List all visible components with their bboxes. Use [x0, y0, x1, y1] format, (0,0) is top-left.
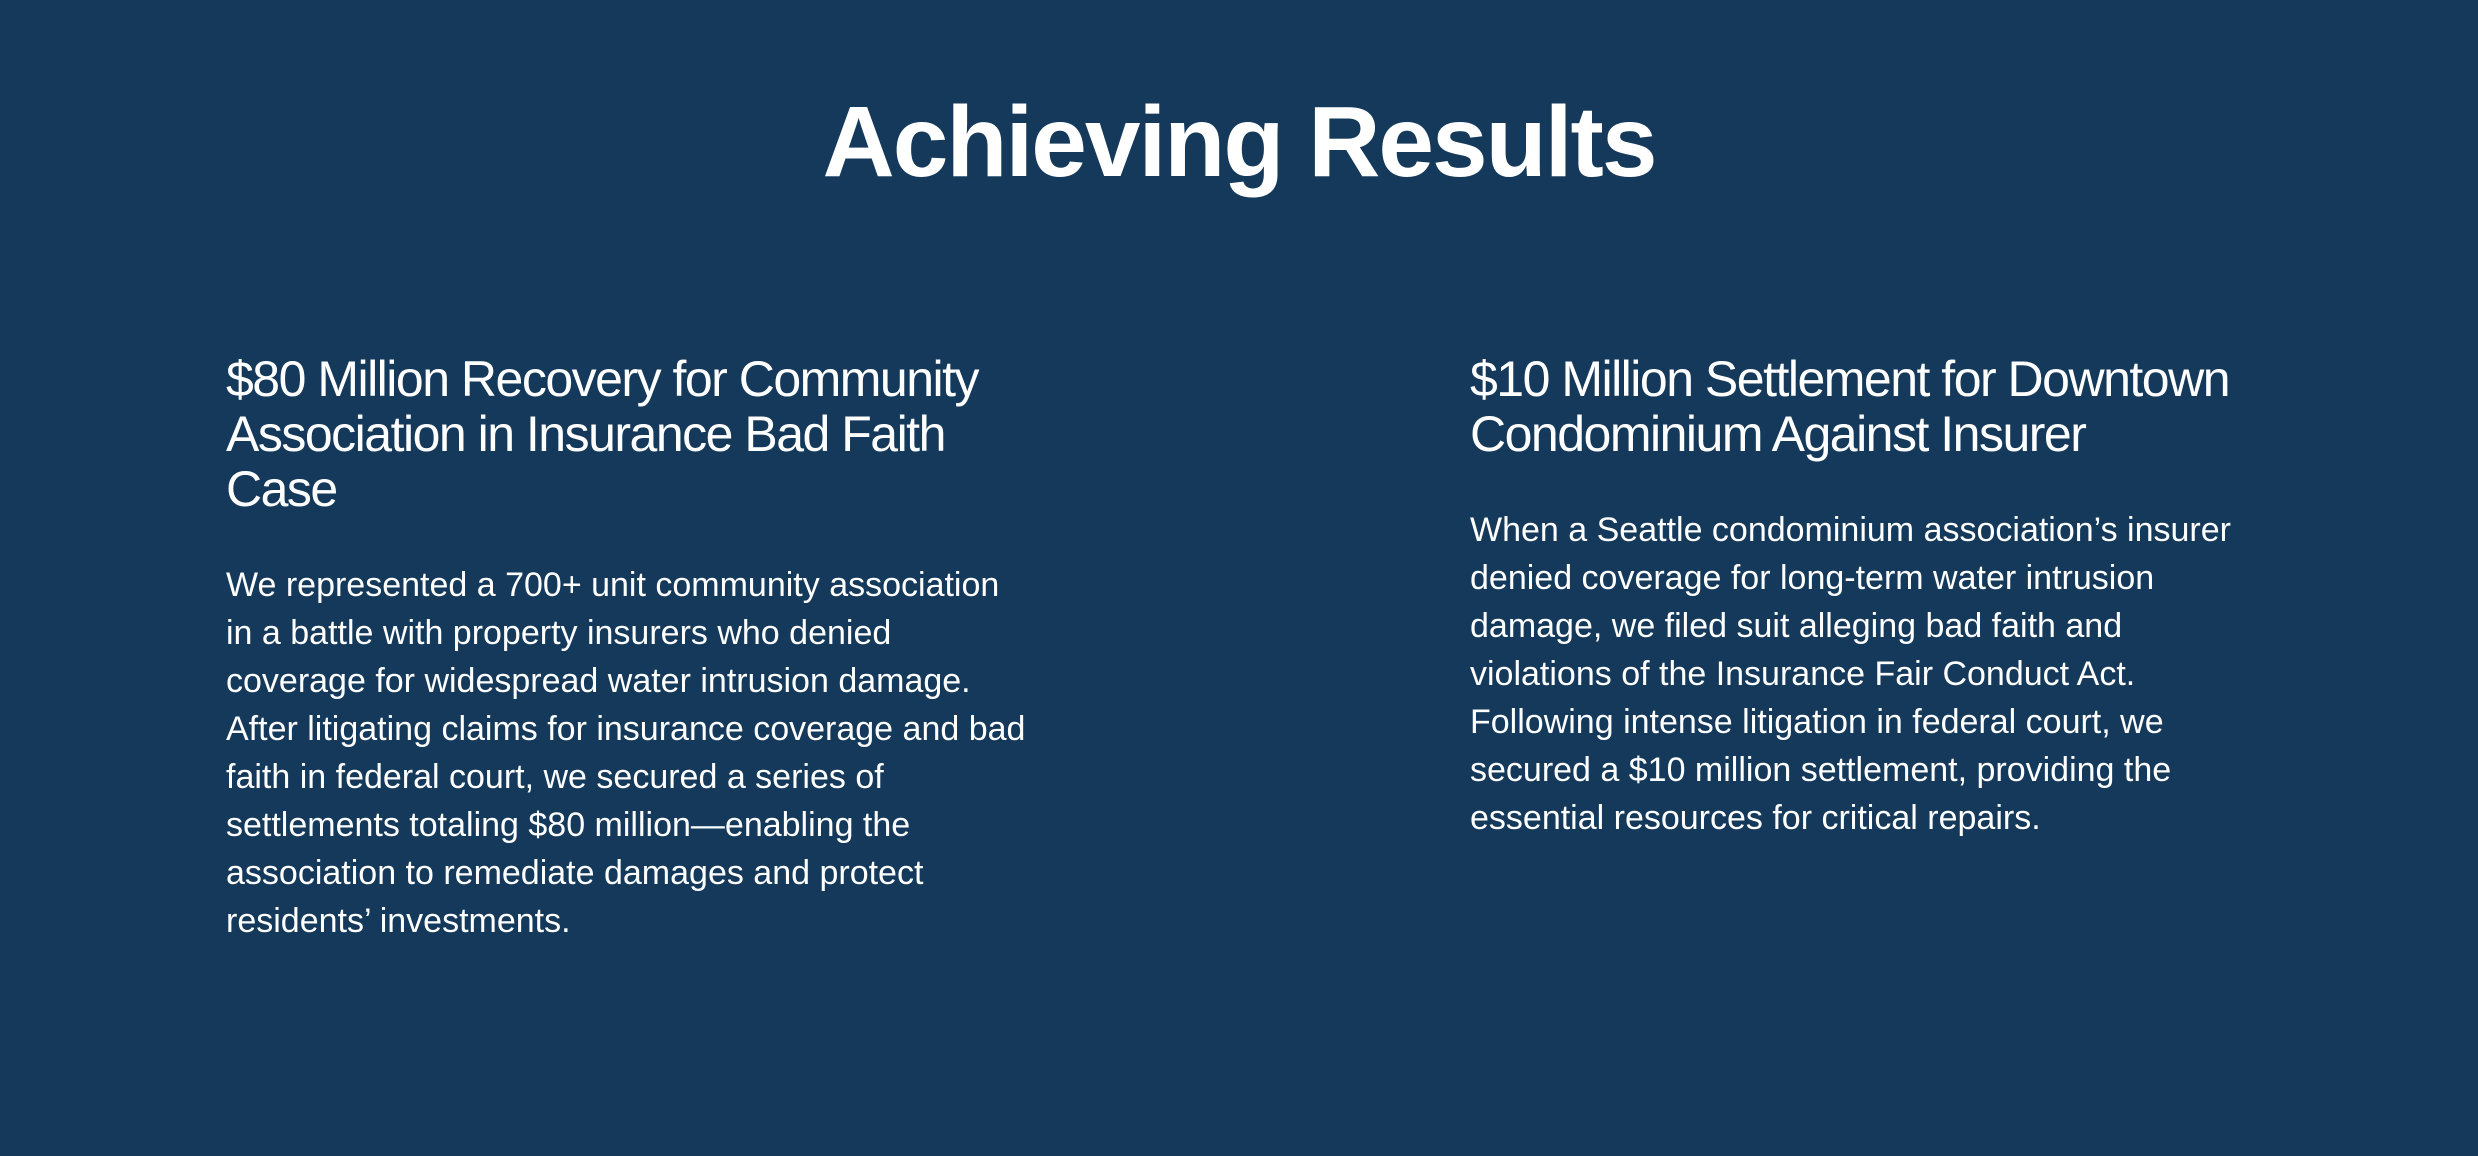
result-card-10-million [1470, 352, 2270, 842]
result-heading: $80 Million Recovery for Community Association in Insurance Bad Faith Case [226, 351, 979, 517]
result-description: We represented a 700+ unit community association in a battle with property insurers who denied coverage for widespread water intrusion damage. After litigating claims for insurance coverage and bad faith in federal court, we secured a series of settlements totaling $80 million—enabling the association to remediate damages and protect residents’ investments. [226, 566, 1026, 940]
result-card-80-million [226, 352, 1026, 945]
result-heading: $10 Million Settlement for Downtown Condominium Against Insurer [1470, 351, 2229, 462]
section-title: Achieving Results [822, 86, 1656, 198]
result-description: When a Seattle condominium association’s insurer denied coverage for long-term water intrusion damage, we filed suit alleging bad faith and violations of the Insurance Fair Conduct Act. Following intense litigation in federal court, we secured a $10 million settlement, providing the essential resources for critical repairs. [1470, 511, 2231, 837]
